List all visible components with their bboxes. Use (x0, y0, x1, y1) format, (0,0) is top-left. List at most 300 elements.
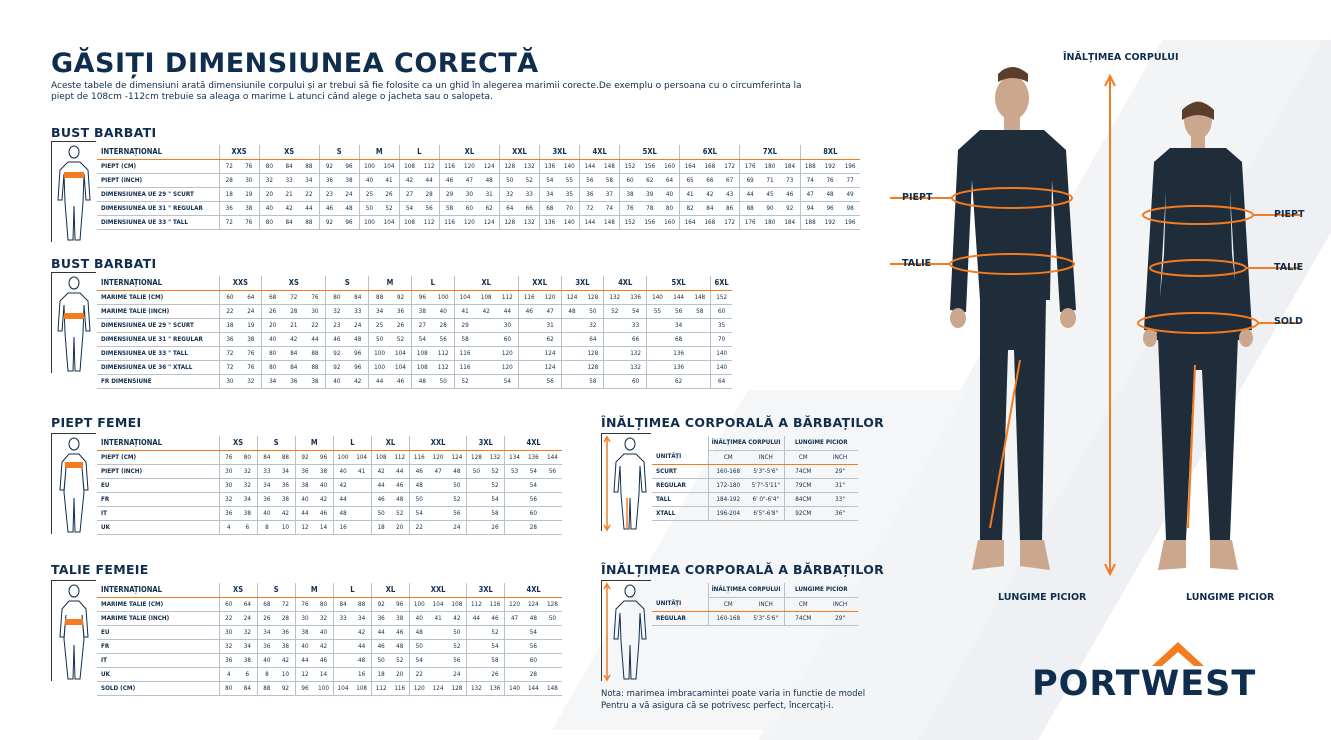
group-header: ÎNĂLȚIMEA CORPULUI (708, 583, 784, 597)
table-cell: 132 (625, 360, 646, 374)
table-cell: 36 (295, 464, 314, 478)
table-cell: 34 (540, 187, 560, 201)
table-cell: 24 (240, 304, 261, 318)
table-cell (467, 625, 486, 639)
row-label: DIMENSIUNEA UE 29 " SCURT (97, 318, 219, 332)
table-cell: 112 (497, 290, 518, 304)
table-cell: 80 (262, 346, 283, 360)
table-cell: 5'7"-5'11" (748, 478, 784, 492)
size-header: XXL (410, 436, 467, 450)
table-cell: 49 (840, 187, 860, 201)
table-cell: 120 (410, 681, 429, 695)
unit-header: CM (784, 450, 822, 464)
table-cell: 84 (238, 681, 257, 695)
table-cell: 62 (640, 173, 660, 187)
row-label: FR (97, 639, 219, 653)
table-cell: 50 (448, 625, 467, 639)
table-cell: 156 (640, 215, 660, 229)
table-cell: 112 (433, 360, 454, 374)
table-cell: 184 (780, 215, 800, 229)
table-cell: 44 (305, 332, 326, 346)
table-cell: 92 (371, 597, 390, 611)
table-cell: 33 (347, 304, 368, 318)
table-cell: 42 (314, 639, 333, 653)
table-cell: 20 (390, 520, 409, 534)
table-cell: 38 (295, 478, 314, 492)
section-title-men-height-2: ÎNĂLȚIMEA CORPORALĂ A BĂRBAȚILOR (601, 562, 885, 577)
table-cell: 172 (720, 159, 740, 173)
table-cell: 160-168 (708, 464, 748, 478)
table-cell: 96 (347, 360, 368, 374)
table-cell: 192 (820, 215, 840, 229)
row-label: MARIME TALIE (INCH) (97, 304, 219, 318)
table-cell (518, 332, 539, 346)
men-height-table (652, 436, 858, 521)
table-cell: 34 (352, 611, 371, 625)
table-cell: 42 (333, 478, 352, 492)
note-text: Nota: marimea imbracamintei poate varia in functie de model Pentru a vă asigura că se potrivesc perfect, încercați-i. (601, 689, 866, 711)
table-cell: 68 (668, 332, 689, 346)
table-cell: 132 (604, 290, 625, 304)
table-cell: 98 (840, 201, 860, 215)
table-cell: 8 (257, 520, 276, 534)
table-cell: 50 (433, 374, 454, 388)
table-cell: 22 (305, 318, 326, 332)
table-cell: 136 (524, 450, 543, 464)
unit-header: CM (784, 597, 822, 611)
table-cell: 94 (800, 201, 820, 215)
table-cell: 42 (448, 611, 467, 625)
table-cell: 168 (700, 159, 720, 173)
table-cell: 156 (640, 159, 660, 173)
male-body-icon (52, 273, 96, 373)
table-cell: 36 (219, 201, 239, 215)
table-cell (543, 639, 562, 653)
table-cell: 92 (295, 450, 314, 464)
table-cell: 124 (479, 159, 499, 173)
table-cell: 14 (314, 667, 333, 681)
table-cell: 40 (262, 332, 283, 346)
table-cell: 124 (429, 681, 448, 695)
section-title-women-waist: TALIE FEMEIE (51, 562, 149, 577)
table-cell: 84CM (784, 492, 822, 506)
table-cell: 84 (283, 360, 304, 374)
table-cell: 86 (720, 201, 740, 215)
table-cell: 78 (640, 201, 660, 215)
table-cell: 28 (219, 173, 239, 187)
table-cell: 116 (410, 450, 429, 464)
table-cell: 80 (314, 597, 333, 611)
table-row (97, 625, 562, 639)
table-cell: 76 (240, 360, 261, 374)
table-cell: 47 (459, 173, 479, 187)
table-row (652, 611, 858, 625)
table-cell: 6' 0"-6'4" (748, 492, 784, 506)
table-cell (467, 667, 486, 681)
table-cell: 108 (371, 450, 390, 464)
table-cell: 55 (560, 173, 580, 187)
row-label: PIEPT (INCH) (97, 464, 219, 478)
table-row (97, 173, 860, 187)
size-header: XS (262, 276, 326, 290)
table-cell: 72 (283, 290, 304, 304)
row-label: UK (97, 520, 219, 534)
table-cell: 180 (760, 215, 780, 229)
table-cell: 136 (668, 346, 689, 360)
table-cell: 140 (505, 681, 524, 695)
table-cell: 42 (276, 506, 295, 520)
table-cell: 50 (467, 464, 486, 478)
table-cell: 46 (371, 492, 390, 506)
women-waist-size-table (97, 583, 562, 696)
table-cell: 140 (711, 360, 732, 374)
table-cell: 112 (390, 450, 409, 464)
table-cell: 84 (279, 159, 299, 173)
table-cell: 140 (560, 159, 580, 173)
row-label: PIEPT (CM) (97, 159, 219, 173)
table-cell (505, 506, 524, 520)
table-cell: 32 (259, 173, 279, 187)
table-cell: 31 (540, 318, 561, 332)
table-cell: 44 (371, 625, 390, 639)
table-cell: 38 (411, 304, 432, 318)
table-cell: 72 (219, 346, 240, 360)
table-row (97, 597, 562, 611)
table-cell: 35 (560, 187, 580, 201)
table-cell (561, 318, 582, 332)
table-cell: 5'3"-5'6" (748, 464, 784, 478)
table-cell: 10 (276, 667, 295, 681)
table-cell: 46 (326, 332, 347, 346)
table-cell: 172 (720, 215, 740, 229)
table-cell: 64 (499, 201, 519, 215)
table-cell: 24 (339, 187, 359, 201)
table-cell: 12 (295, 520, 314, 534)
table-cell: 164 (680, 215, 700, 229)
table-cell: 120 (497, 360, 518, 374)
table-cell: 68 (540, 201, 560, 215)
row-label: PIEPT (INCH) (97, 173, 219, 187)
table-cell: 112 (419, 215, 439, 229)
section-title-men-height: ÎNĂLȚIMEA CORPORALĂ A BĂRBAȚILOR (601, 415, 885, 430)
table-cell: 40 (295, 639, 314, 653)
table-cell (467, 639, 486, 653)
table-cell: 96 (339, 159, 359, 173)
table-cell: 88 (257, 681, 276, 695)
table-cell: 38 (276, 492, 295, 506)
table-cell: 116 (439, 159, 459, 173)
table-cell (604, 346, 625, 360)
table-cell: 23 (319, 187, 339, 201)
table-cell: 56 (524, 639, 543, 653)
table-cell: 46 (319, 201, 339, 215)
size-header: L (399, 145, 439, 159)
table-cell: 42 (279, 201, 299, 215)
table-cell: 38 (390, 611, 409, 625)
unit-header: INCH (748, 597, 784, 611)
table-cell: 108 (399, 159, 419, 173)
table-cell: 96 (339, 215, 359, 229)
table-cell: 34 (299, 173, 319, 187)
table-cell: 108 (399, 215, 419, 229)
table-cell: 104 (390, 360, 411, 374)
page-title: GĂSIȚI DIMENSIUNEA CORECTĂ (51, 48, 539, 79)
table-row (97, 450, 562, 464)
table-cell: 64 (711, 374, 732, 388)
men-height-figure (601, 433, 651, 531)
table-cell: 25 (359, 187, 379, 201)
unit-header: CM (708, 597, 748, 611)
table-cell: 44 (390, 464, 409, 478)
table-cell: 132 (520, 159, 540, 173)
table-cell: 46 (390, 625, 409, 639)
table-cell (543, 492, 562, 506)
table-cell: 38 (295, 625, 314, 639)
table-cell: 79CM (784, 478, 822, 492)
table-cell: 52 (390, 332, 411, 346)
table-cell: 100 (433, 290, 454, 304)
table-cell: 132 (486, 450, 505, 464)
row-label: FR (97, 492, 219, 506)
table-cell: 28 (283, 304, 304, 318)
row-label: DIMENSIUNEA UE 29 " SCURT (97, 187, 219, 201)
table-cell: 10 (276, 520, 295, 534)
table-cell (543, 653, 562, 667)
table-cell: 52 (520, 173, 540, 187)
table-cell: 30 (219, 478, 238, 492)
waist-label-right: TALIE (1274, 262, 1304, 273)
table-row (97, 360, 732, 374)
table-cell (333, 667, 352, 681)
table-cell: 58 (486, 506, 505, 520)
table-cell: 4 (219, 520, 238, 534)
table-cell: 77 (840, 173, 860, 187)
table-cell: 84 (700, 201, 720, 215)
table-cell: 66 (520, 201, 540, 215)
table-cell: 48 (352, 653, 371, 667)
table-cell: 76 (240, 346, 261, 360)
table-cell: 44 (352, 639, 371, 653)
table-cell: 36 (390, 304, 411, 318)
table-cell: 24 (238, 611, 257, 625)
table-cell: 56 (448, 653, 467, 667)
table-cell: 36 (219, 332, 240, 346)
table-cell: 40 (259, 201, 279, 215)
female-model (1143, 101, 1253, 570)
table-cell: 54 (410, 506, 429, 520)
table-cell: 124 (524, 597, 543, 611)
table-cell: 80 (262, 360, 283, 374)
table-cell: 56 (419, 201, 439, 215)
table-cell: 18 (219, 318, 240, 332)
women-chest-figure (51, 433, 96, 534)
table-cell: 26 (257, 611, 276, 625)
table-cell: 22 (410, 520, 429, 534)
table-cell (467, 492, 486, 506)
table-cell: 152 (711, 290, 732, 304)
table-cell: 29" (822, 464, 858, 478)
table-cell: 34 (238, 492, 257, 506)
table-cell: 92 (390, 290, 411, 304)
table-cell: 80 (326, 290, 347, 304)
table-cell: 48 (411, 374, 432, 388)
table-cell: 96 (314, 450, 333, 464)
table-cell: 18 (371, 667, 390, 681)
table-cell: 148 (689, 290, 710, 304)
table-cell (333, 625, 352, 639)
table-cell: 60 (497, 332, 518, 346)
table-cell: 41 (454, 304, 475, 318)
table-cell: 80 (238, 450, 257, 464)
table-cell: 184-192 (708, 492, 748, 506)
table-cell (647, 332, 668, 346)
table-cell: 36 (283, 374, 304, 388)
table-cell (518, 360, 539, 374)
size-header: 5XL (647, 276, 711, 290)
table-cell: 108 (448, 597, 467, 611)
table-cell: 44 (371, 478, 390, 492)
size-header: S (326, 276, 369, 290)
row-label: SOLD (CM) (97, 681, 219, 695)
table-cell: 48 (410, 478, 429, 492)
table-cell: 69 (740, 173, 760, 187)
header-label: INTERNAȚIONAL (97, 436, 219, 450)
table-cell: 76 (219, 450, 238, 464)
table-cell: 82 (680, 201, 700, 215)
table-cell: 40 (314, 625, 333, 639)
table-cell: 48 (448, 464, 467, 478)
table-cell (604, 332, 625, 346)
table-cell: 52 (390, 506, 409, 520)
table-cell: 46 (314, 506, 333, 520)
table-cell: 62 (540, 332, 561, 346)
table-cell: 50 (543, 611, 562, 625)
table-cell: 4 (219, 667, 238, 681)
table-cell: 60 (459, 201, 479, 215)
table-cell: 38 (276, 639, 295, 653)
table-cell: 160 (660, 215, 680, 229)
section-title-women-chest: PIEPT FEMEI (51, 415, 142, 430)
table-row (97, 478, 562, 492)
table-cell: 41 (429, 611, 448, 625)
size-header: 4XL (580, 145, 620, 159)
size-header: L (333, 436, 371, 450)
table-cell: 56 (543, 464, 562, 478)
table-row (97, 318, 732, 332)
table-cell: 50 (499, 173, 519, 187)
male-body-icon (52, 142, 96, 242)
table-row (97, 611, 562, 625)
table-row (97, 506, 562, 520)
table-cell: 52 (448, 639, 467, 653)
table-cell: 120 (505, 597, 524, 611)
table-cell: 88 (305, 360, 326, 374)
table-cell: 38 (238, 653, 257, 667)
table-row (97, 520, 562, 534)
table-cell: 47 (505, 611, 524, 625)
table-cell: 44 (299, 201, 319, 215)
size-header: 8XL (800, 145, 860, 159)
row-label: EU (97, 478, 219, 492)
table-cell: 46 (390, 478, 409, 492)
table-cell: 32 (499, 187, 519, 201)
table-cell: 18 (371, 520, 390, 534)
table-cell: 44 (295, 653, 314, 667)
unit-header: INCH (748, 450, 784, 464)
table-cell: 54 (411, 332, 432, 346)
table-cell (689, 332, 710, 346)
row-label: DIMENSIUNEA UE 33 " TALL (97, 215, 219, 229)
size-header: 5XL (620, 145, 680, 159)
table-cell: 96 (390, 597, 409, 611)
header-label: INTERNAȚIONAL (97, 583, 219, 597)
table-cell (543, 625, 562, 639)
table-cell (689, 346, 710, 360)
table-cell: 32 (240, 374, 261, 388)
row-label: SCURT (652, 464, 708, 478)
table-cell: 196-204 (708, 506, 748, 520)
table-row (652, 506, 858, 520)
table-cell: 88 (369, 290, 390, 304)
table-cell: 134 (505, 450, 524, 464)
table-cell: 32 (238, 478, 257, 492)
table-cell: 54 (486, 639, 505, 653)
size-header: XS (259, 145, 319, 159)
table-cell: 128 (582, 360, 603, 374)
table-cell: 26 (390, 318, 411, 332)
table-cell (429, 478, 448, 492)
table-cell: 29" (822, 611, 858, 625)
women-chest-size-table (97, 436, 562, 535)
table-cell: 60 (711, 304, 732, 318)
table-cell: 14 (314, 520, 333, 534)
men-waist-figure (51, 272, 96, 373)
table-cell: 30 (305, 304, 326, 318)
table-cell: 44 (467, 611, 486, 625)
table-cell: 20 (259, 187, 279, 201)
table-cell: 37 (600, 187, 620, 201)
table-cell: 60 (219, 290, 240, 304)
row-label: MARIME TALIE (INCH) (97, 611, 219, 625)
section-title-men-chest: BUST BARBATI (51, 125, 157, 140)
size-header: 6XL (680, 145, 740, 159)
table-cell: 58 (689, 304, 710, 318)
table-row (652, 478, 858, 492)
table-cell: 32 (582, 318, 603, 332)
table-cell: 56 (524, 492, 543, 506)
table-cell: 24 (448, 667, 467, 681)
table-cell: 64 (660, 173, 680, 187)
table-cell (467, 506, 486, 520)
table-cell: 8 (257, 667, 276, 681)
table-cell: 56 (580, 173, 600, 187)
table-cell (543, 506, 562, 520)
table-cell (561, 374, 582, 388)
table-cell: 148 (600, 215, 620, 229)
size-header: 4XL (505, 583, 562, 597)
table-cell (467, 478, 486, 492)
table-cell: 36" (822, 506, 858, 520)
table-cell: 48 (820, 187, 840, 201)
table-cell (689, 360, 710, 374)
table-cell: 104 (333, 681, 352, 695)
table-cell: 46 (390, 374, 411, 388)
table-cell (505, 492, 524, 506)
size-header: 3XL (561, 276, 604, 290)
table-cell (333, 639, 352, 653)
models-illustration (880, 40, 1331, 600)
unit-header: INCH (822, 450, 858, 464)
